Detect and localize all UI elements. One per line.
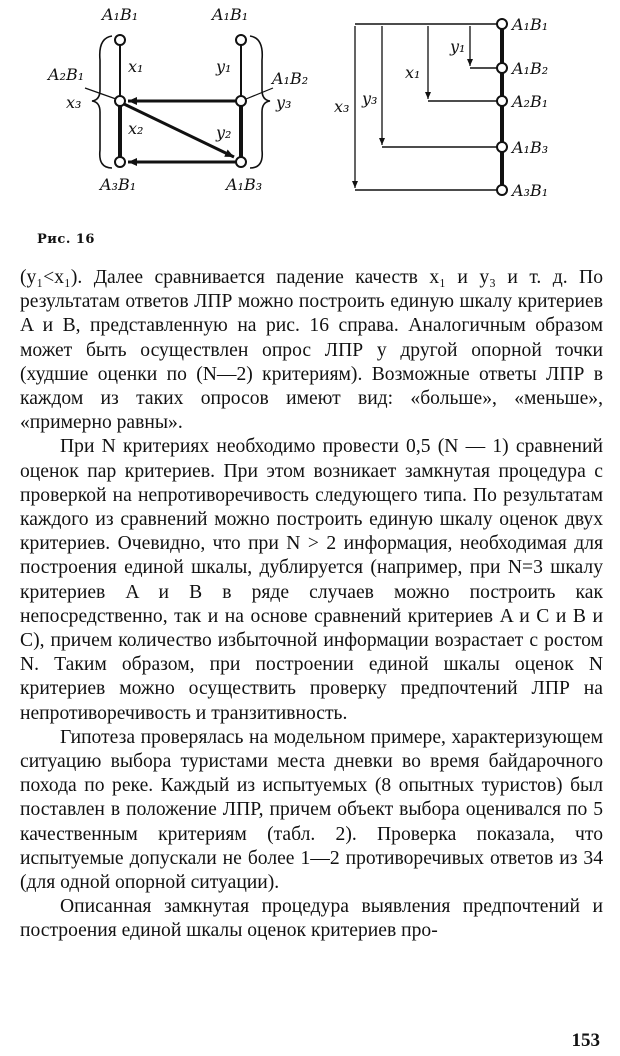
scale-label-4: A₁B₃	[512, 138, 549, 157]
node-top-left	[115, 35, 125, 45]
scale-measure-x3: x₃	[334, 97, 350, 116]
paragraph-3: Гипотеза проверялась на модельном примере, характеризующем ситуацию выбора туристами места дневки во время байдарочного похода по реке. Каждый из испытуемых (8 опытных туристов) был поставлен в положение ЛПР, причем объект выбора оценивался по 5 качественным критериям (табл. 2). Проверка показала, что испытуемые допускали не более 1—2 противоречивых ответов из 34 (для одной опорной ситуации).	[20, 726, 603, 894]
scale-measure-y3: y₃	[362, 89, 378, 108]
paragraph-1: (y₁<x₁). Далее сравнивается падение качеств x₁ и y₃ и т. д. По результатам ответов ЛПР можно построить единую шкалу критериев A и B, представленную на рис. 16 справа. Аналогичным образом может быть осуществлен опрос ЛПР у другой опорной точки (худшие оценки по (N—2) критериям). Возможные ответы ЛПР в каждом из таких опросов имеют вид: «больше», «меньше», «примерно равны».	[20, 267, 603, 434]
scale-node-3	[497, 96, 507, 106]
paragraph-2: При N критериях необходимо провести 0,5 (N — 1) сравнений оценок пар критериев. При этом возникает замкнутая процедура с проверкой на непротиворечивость следующего типа. По результатам каждого из сравнений можно построить единую шкалу оценок двух критериев. Очевидно, что при N > 2 информация, необходимая для построения единой шкалы, дублируется (например, при N=3 шкалу критериев A и B в ряде случаев можно построить как непосредственно, так и на основе сравнений критериев A и C и B и C), причем количество избыточной информации возрастает с ростом N. Таким образом, при построении единой шкалы оценок N критериев можно осуществить проверку предпочтений ЛПР на непротиворечивость и транзитивность.	[20, 436, 603, 724]
label-mid-right: A₁B₂	[272, 69, 309, 88]
figure-caption: Рис. 16	[37, 232, 95, 247]
scale-measure-x1: x₁	[405, 63, 421, 82]
scale-node-5	[497, 185, 507, 195]
label-mid-left: A₂B₁	[48, 65, 85, 84]
paragraph-4: Описанная замкнутая процедура выявления предпочтений и построения единой шкалы оценок критериев про-	[20, 896, 603, 942]
label-x3: x₃	[66, 93, 82, 112]
scale-label-2: A₁B₂	[512, 59, 549, 78]
page-number: 153	[571, 1030, 600, 1051]
node-bottom-right	[236, 157, 246, 167]
scale-node-2	[497, 63, 507, 73]
scale-label-5: A₃B₁	[512, 181, 549, 200]
label-y3: y₃	[276, 93, 292, 112]
node-mid-right	[236, 96, 246, 106]
pointer-right	[246, 88, 273, 99]
label-bottom-left: A₃B₁	[100, 175, 137, 194]
right-scale-labels	[334, 15, 548, 200]
node-bottom-left	[115, 157, 125, 167]
label-top-left: A₁B₁	[102, 5, 139, 24]
brace-left	[92, 36, 112, 168]
label-y1: y₁	[216, 57, 232, 76]
brace-right	[250, 36, 270, 168]
body-text	[20, 266, 603, 944]
scale-node-4	[497, 142, 507, 152]
scale-label-3: A₂B₁	[512, 92, 549, 111]
label-x1: x₁	[128, 57, 144, 76]
label-bottom-right: A₁B₃	[226, 175, 263, 194]
label-x2: x₂	[128, 119, 144, 138]
node-mid-left	[115, 96, 125, 106]
scale-measure-y1: y₁	[450, 37, 466, 56]
scale-label-1: A₁B₁	[512, 15, 549, 34]
node-top-right	[236, 35, 246, 45]
label-top-right: A₁B₁	[212, 5, 249, 24]
scale-node-1	[497, 19, 507, 29]
figure-16	[0, 0, 620, 232]
label-y2: y₂	[216, 123, 232, 142]
